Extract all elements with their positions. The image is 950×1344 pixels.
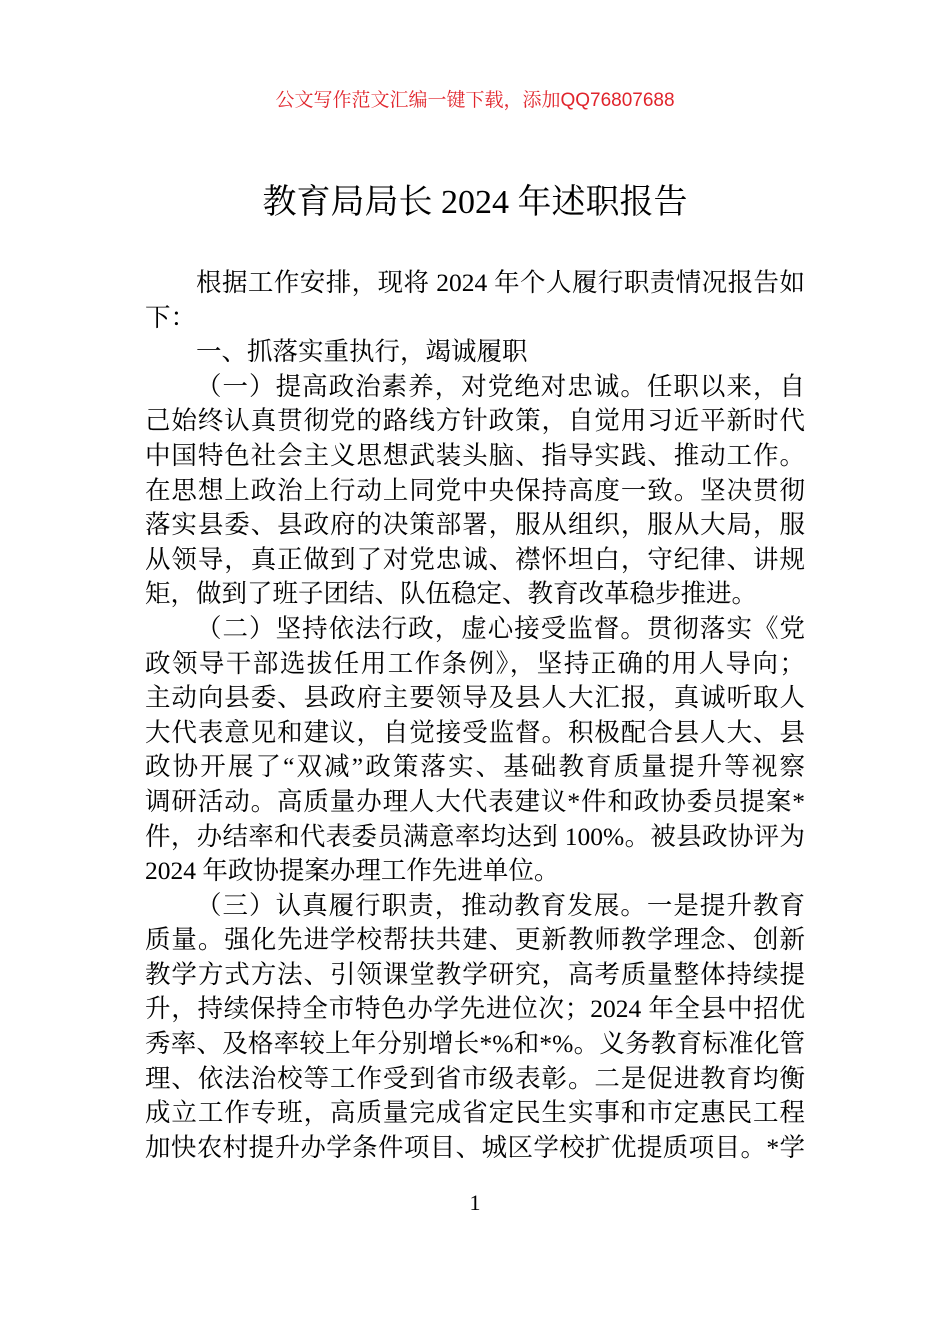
paragraph-line: 教学方式方法、引领课堂教学研究，高考质量整体持续提 xyxy=(145,959,805,989)
paragraph-line: 成立工作专班，高质量完成省定民生实事和市定惠民工程 xyxy=(145,1098,805,1128)
watermark-text: 公文写作范文汇编一键下载，添加QQ76807688 xyxy=(275,90,675,111)
document-title: 教育局局长 2024 年述职报告 xyxy=(262,184,688,221)
paragraph-line: 在思想上政治上行动上同党中央保持高度一致。坚决贯彻 xyxy=(145,475,805,505)
paragraph-line: 落实县委、县政府的决策部署，服从组织，服从大局，服 xyxy=(145,510,805,540)
paragraph-line: 一、抓落实重执行，竭诚履职 xyxy=(196,337,528,367)
paragraph-line: （一）提高政治素养，对党绝对忠诚。任职以来，自 xyxy=(196,371,805,401)
paragraph-line: （二）坚持依法行政，虚心接受监督。贯彻落实《党 xyxy=(196,613,805,643)
paragraph-line: 加快农村提升办学条件项目、城区学校扩优提质项目。*学 xyxy=(145,1132,805,1162)
paragraph-line: 升，持续保持全市特色办学先进位次；2024 年全县中招优 xyxy=(145,994,805,1024)
paragraph-line: 大代表意见和建议，自觉接受监督。积极配合县人大、县 xyxy=(145,717,805,747)
paragraph-line: 己始终认真贯彻党的路线方针政策，自觉用习近平新时代 xyxy=(145,406,805,436)
paragraph-line: 政协开展了“双减”政策落实、基础教育质量提升等视察 xyxy=(145,752,805,782)
paragraph-line: 主动向县委、县政府主要领导及县人大汇报，真诚听取人 xyxy=(145,683,805,713)
paragraph-line: 根据工作安排，现将 2024 年个人履行职责情况报告如 xyxy=(196,268,805,297)
page-number: 1 xyxy=(469,1190,481,1215)
paragraph-line: （三）认真履行职责，推动教育发展。一是提升教育 xyxy=(196,890,805,920)
paragraph-line: 秀率、及格率较上年分别增长*%和*%。义务教育标准化管 xyxy=(145,1029,805,1059)
paragraph-line: 下： xyxy=(145,302,197,332)
paragraph-line: 理、依法治校等工作受到省市级表彰。二是促进教育均衡 xyxy=(145,1063,805,1093)
paragraph-line: 2024 年政协提案办理工作先进单位。 xyxy=(145,856,560,886)
paragraph-line: 件，办结率和代表委员满意率均达到 100%。被县政协评为 xyxy=(145,821,805,851)
paragraph-line: 政领导干部选拔任用工作条例》，坚持正确的用人导向； xyxy=(145,648,805,678)
paragraph-line: 中国特色社会主义思想武装头脑、指导实践、推动工作。 xyxy=(145,440,805,470)
document-body xyxy=(145,266,805,1165)
paragraph-line: 矩，做到了班子团结、队伍稳定、教育改革稳步推进。 xyxy=(145,579,758,609)
paragraph-line: 从领导，真正做到了对党忠诚、襟怀坦白，守纪律、讲规 xyxy=(145,544,805,574)
paragraph-line: 质量。强化先进学校帮扶共建、更新教师教学理念、创新 xyxy=(145,925,805,955)
paragraph-line: 调研活动。高质量办理人大代表建议*件和政协委员提案* xyxy=(145,786,805,816)
